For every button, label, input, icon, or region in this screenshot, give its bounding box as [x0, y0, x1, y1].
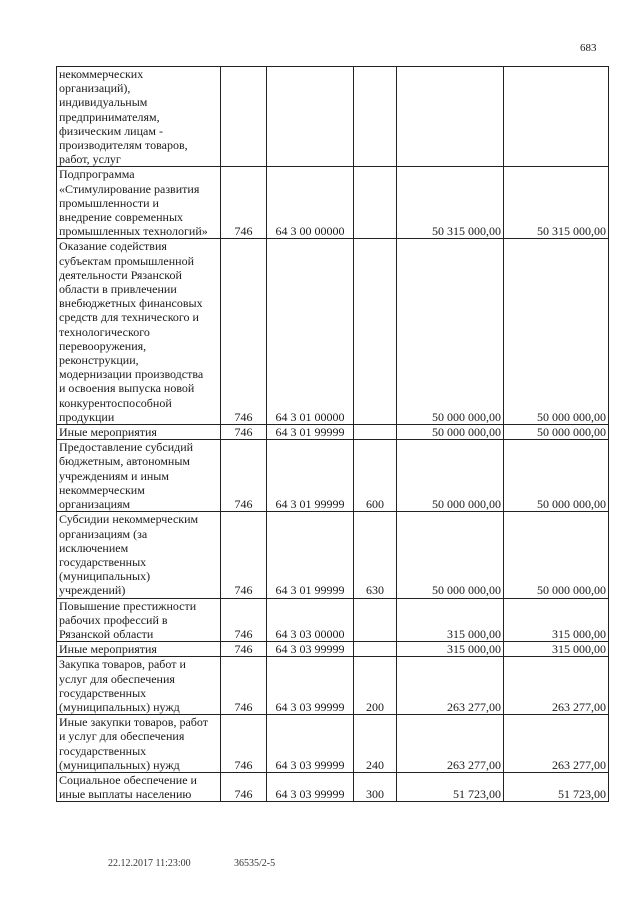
row-sum-2019-text: 263 277,00	[552, 699, 606, 714]
row-sum-2019-cell	[504, 239, 609, 425]
row-name-cell	[57, 657, 221, 715]
row-sum-2019-cell	[504, 67, 609, 167]
row-expense-type-cell	[354, 642, 397, 657]
row-code-text: 746	[234, 425, 253, 440]
row-sum-2018-cell	[397, 167, 504, 239]
row-expense-type-cell	[354, 715, 397, 773]
row-code-cell	[221, 440, 267, 512]
document-id: 36535/2-5	[234, 858, 276, 869]
table-row	[57, 715, 609, 773]
row-code-text: 746	[234, 626, 253, 641]
row-article-text: 64 3 01 99999	[275, 425, 345, 440]
row-expense-type-cell	[354, 598, 397, 642]
row-sum-2018-cell	[397, 239, 504, 425]
row-code-cell	[221, 598, 267, 642]
budget-table-body	[57, 67, 609, 802]
row-sum-2019-text: 315 000,00	[552, 626, 606, 641]
row-code-text: 746	[234, 224, 253, 239]
row-sum-2019-cell	[504, 772, 609, 801]
row-sum-2018-text: 315 000,00	[447, 626, 501, 641]
row-article-cell	[267, 657, 354, 715]
budget-table	[56, 66, 609, 802]
row-name-cell	[57, 598, 221, 642]
row-sum-2018-text: 50 000 000,00	[432, 583, 501, 598]
row-name-cell	[57, 512, 221, 598]
row-name-cell	[57, 440, 221, 512]
table-row	[57, 657, 609, 715]
table-row	[57, 239, 609, 425]
row-code-cell	[221, 425, 267, 440]
row-name-cell	[57, 67, 221, 167]
row-code-cell	[221, 715, 267, 773]
row-article-cell	[267, 598, 354, 642]
page-number: 683	[580, 42, 597, 54]
row-code-cell	[221, 772, 267, 801]
row-sum-2018-cell	[397, 772, 504, 801]
row-expense-type-text: 600	[366, 497, 384, 512]
row-expense-type-cell	[354, 425, 397, 440]
row-sum-2019-text: 50 000 000,00	[537, 583, 606, 598]
row-name-text: Социальное обеспечение и иные выплаты населению	[59, 772, 197, 802]
row-article-text: 64 3 00 00000	[275, 224, 345, 239]
row-name-text: Подпрограмма «Стимулирование развития промышленности и внедрение современных промышленных технологий»	[59, 167, 208, 239]
row-sum-2018-text: 50 000 000,00	[432, 497, 501, 512]
row-sum-2018-cell	[397, 440, 504, 512]
row-sum-2018-cell	[397, 642, 504, 657]
row-expense-type-cell	[354, 440, 397, 512]
table-row	[57, 440, 609, 512]
row-sum-2018-text: 263 277,00	[447, 699, 501, 714]
row-sum-2019-text: 50 000 000,00	[537, 497, 606, 512]
print-datetime: 22.12.2017 11:23:00	[108, 858, 191, 869]
row-expense-type-text: 200	[366, 699, 384, 714]
row-sum-2019-cell	[504, 642, 609, 657]
row-sum-2018-cell	[397, 67, 504, 167]
row-article-cell	[267, 715, 354, 773]
row-code-cell	[221, 512, 267, 598]
row-sum-2018-text: 315 000,00	[447, 642, 501, 657]
table-row	[57, 425, 609, 440]
row-article-text: 64 3 01 00000	[275, 409, 345, 424]
row-sum-2018-text: 50 315 000,00	[432, 224, 501, 239]
row-expense-type-text: 300	[366, 787, 384, 802]
row-code-text: 746	[234, 787, 253, 802]
row-sum-2018-cell	[397, 512, 504, 598]
row-expense-type-cell	[354, 167, 397, 239]
row-code-cell	[221, 657, 267, 715]
row-article-cell	[267, 167, 354, 239]
row-article-text: 64 3 03 99999	[275, 757, 345, 772]
row-article-cell	[267, 772, 354, 801]
row-name-text: Предоставление субсидий бюджетным, автономным учреждениям и иным некоммерческим организациям	[59, 440, 194, 512]
row-sum-2019-cell	[504, 598, 609, 642]
row-sum-2019-text: 50 000 000,00	[537, 409, 606, 424]
row-name-cell	[57, 642, 221, 657]
row-code-cell	[221, 167, 267, 239]
row-code-text: 746	[234, 497, 253, 512]
row-article-cell	[267, 512, 354, 598]
row-article-text: 64 3 03 99999	[275, 642, 345, 657]
row-name-cell	[57, 772, 221, 801]
row-name-text: Субсидии некоммерческим организациям (за исключением государственных (муниципальных) учреждений)	[59, 512, 199, 598]
table-row	[57, 167, 609, 239]
row-code-text: 746	[234, 699, 253, 714]
table-row	[57, 642, 609, 657]
row-article-cell	[267, 67, 354, 167]
row-article-text: 64 3 01 99999	[275, 497, 345, 512]
row-sum-2019-cell	[504, 512, 609, 598]
table-row	[57, 67, 609, 167]
row-code-cell	[221, 67, 267, 167]
row-article-text: 64 3 03 99999	[275, 787, 345, 802]
row-sum-2018-cell	[397, 598, 504, 642]
row-article-cell	[267, 239, 354, 425]
row-expense-type-cell	[354, 772, 397, 801]
row-sum-2019-cell	[504, 440, 609, 512]
row-sum-2018-cell	[397, 657, 504, 715]
row-article-cell	[267, 440, 354, 512]
row-sum-2019-text: 51 723,00	[558, 787, 606, 802]
row-sum-2018-text: 263 277,00	[447, 757, 501, 772]
row-name-cell	[57, 167, 221, 239]
row-code-cell	[221, 239, 267, 425]
row-sum-2019-text: 50 315 000,00	[537, 224, 606, 239]
row-expense-type-text: 630	[366, 583, 384, 598]
row-expense-type-cell	[354, 512, 397, 598]
row-article-text: 64 3 01 99999	[275, 583, 345, 598]
row-article-cell	[267, 425, 354, 440]
row-sum-2018-cell	[397, 715, 504, 773]
table-row	[57, 512, 609, 598]
row-sum-2019-cell	[504, 425, 609, 440]
row-sum-2018-text: 50 000 000,00	[432, 425, 501, 440]
row-name-text: Иные закупки товаров, работ и услуг для обеспечения государственных (муниципальных) нужд	[59, 715, 208, 772]
row-sum-2019-cell	[504, 715, 609, 773]
row-name-cell	[57, 425, 221, 440]
row-sum-2018-text: 50 000 000,00	[432, 409, 501, 424]
table-row	[57, 598, 609, 642]
row-name-text: Оказание содействия субъектам промышленной деятельности Рязанской области в привлечении внебюджетных финансовых средств для технического и технологического перевооружения, реконструкции, модернизации производства и освоения выпуска новой конкурентоспособной продукции	[59, 239, 204, 424]
row-name-text: Иные мероприятия	[59, 642, 157, 657]
row-sum-2018-text: 51 723,00	[453, 787, 501, 802]
row-sum-2019-text: 315 000,00	[552, 642, 606, 657]
row-name-text: некоммерческих организаций), индивидуальным предпринимателям, физическим лицам - производителям товаров, работ, услуг	[59, 67, 188, 167]
row-expense-type-cell	[354, 67, 397, 167]
row-sum-2018-cell	[397, 425, 504, 440]
row-code-text: 746	[234, 757, 253, 772]
row-expense-type-cell	[354, 657, 397, 715]
row-article-text: 64 3 03 00000	[275, 626, 345, 641]
row-name-text: Закупка товаров, работ и услуг для обеспечения государственных (муниципальных) нужд	[59, 657, 186, 714]
row-name-text: Иные мероприятия	[59, 425, 157, 440]
row-name-cell	[57, 239, 221, 425]
row-sum-2019-cell	[504, 167, 609, 239]
row-sum-2019-text: 263 277,00	[552, 757, 606, 772]
table-row	[57, 772, 609, 801]
row-article-cell	[267, 642, 354, 657]
row-name-cell	[57, 715, 221, 773]
row-code-text: 746	[234, 642, 253, 657]
row-expense-type-text: 240	[366, 757, 384, 772]
row-name-text: Повышение престижности рабочих профессий в Рязанской области	[59, 598, 197, 641]
row-code-text: 746	[234, 409, 253, 424]
row-sum-2019-cell	[504, 657, 609, 715]
row-article-text: 64 3 03 99999	[275, 699, 345, 714]
row-expense-type-cell	[354, 239, 397, 425]
row-code-cell	[221, 642, 267, 657]
row-code-text: 746	[234, 583, 253, 598]
row-sum-2019-text: 50 000 000,00	[537, 425, 606, 440]
